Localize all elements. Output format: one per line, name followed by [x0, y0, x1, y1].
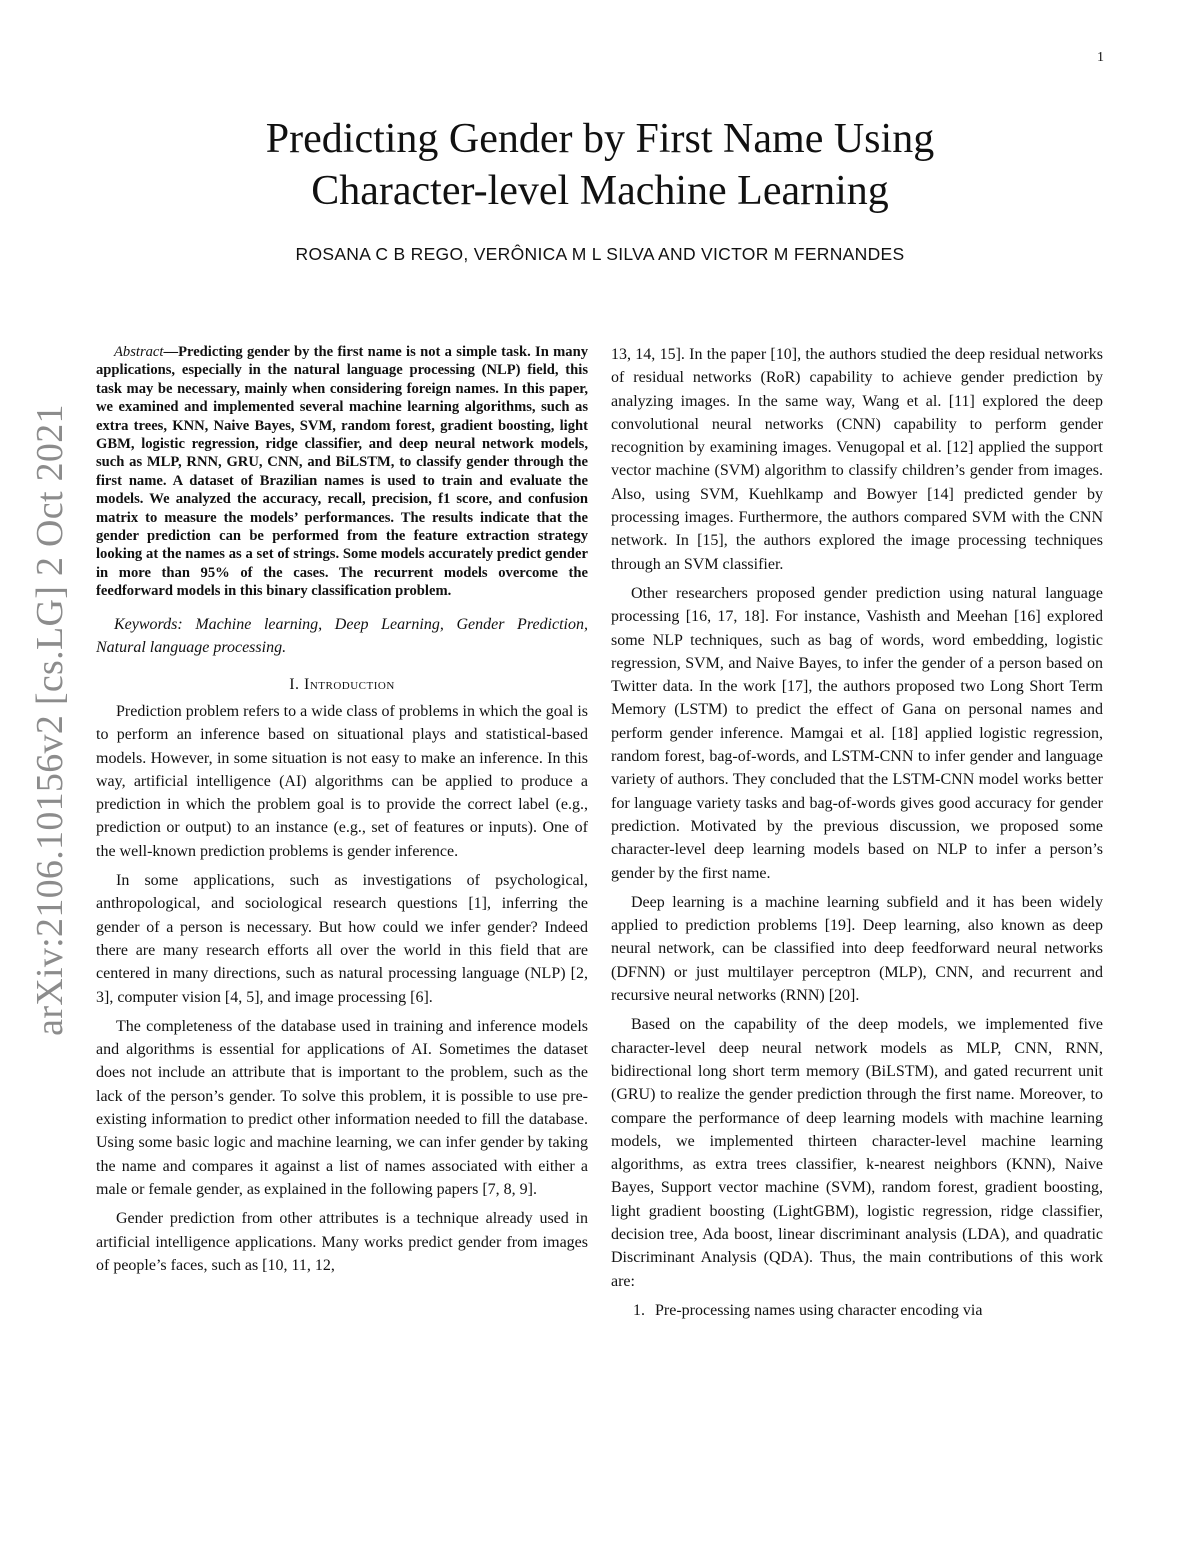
body-paragraph: 13, 14, 15]. In the paper [10], the authors studied the deep residual networks of residual networks (RoR) capability to achieve gender prediction by analyzing images. In the same way, Wang et al. [11] explored the deep convolutional neural networks (CNN) capability to perform gender recognition by examining images. Venugopal et al. [12] applied the support vector machine (SVM) algorithm to classify children’s gender from images. Also, using SVM, Kuehlkamp and Bowyer [14] predicted gender by processing images. Furthermore, the authors compared SVM with the CNN network. In [15], the authors explored the image processing techniques through an SVM classifier.	[611, 346, 1103, 573]
section-number: I.	[289, 675, 300, 693]
arxiv-identifier-stamp: arXiv:2106.10156v2 [cs.LG] 2 Oct 2021	[29, 404, 71, 1036]
body-paragraph: Other researchers proposed gender prediction using natural language processing [16, 17, 18]. For instance, Vashisth and Meehan [16] explored some NLP techniques, such as bag of words, word embedding, logistic regression, SVM, and Naive Bayes, to infer the gender of a person based on Twitter data. In the work [17], the authors proposed two Long Short Term Memory (LSTM) to predict the effect of Gana on personal names and perform gender inference. Mamgai et al. [18] applied logistic regression, random forest, bag-of-words, and LSTM-CNN to infer gender and language variety of authors. They concluded that the LSTM-CNN model works better for language variety tasks and bag-of-words gives good accuracy for gender prediction. Motivated by the previous discussion, we proposed some character-level deep learning models based on NLP to infer a person’s gender by the first name.	[611, 584, 1103, 882]
section-heading	[96, 673, 588, 696]
abstract	[96, 343, 588, 601]
left-column	[96, 343, 588, 1283]
author-list: ROSANA C B REGO, VERÔNICA M L SILVA AND VICTOR M FERNANDES	[295, 244, 905, 264]
body-paragraph: Deep learning is a machine learning subfield and it has been widely applied to prediction problems [19]. Deep learning, also known as deep neural network, can be classified into deep feedforward neural networks (DFNN) or just multilayer perceptron (MLP), CNN, and recurrent and recursive neural networks (RNN) [20].	[611, 893, 1103, 1005]
contributions-list	[611, 1299, 1103, 1322]
abstract-text: —Predicting gender by the first name is not a simple task. In many applications, especially in the natural language processing (NLP) field, this task may be necessary, mainly when considering foreign names. In this paper, we examined and implemented several machine learning algorithms, such as extra trees, KNN, Naive Bayes, SVM, random forest, gradient boosting, light GBM, logistic regression, ridge classifier, and deep neural network models, such as MLP, RNN, GRU, CNN, and BiLSTM, to classify gender through the first name. A dataset of Brazilian names is used to train and evaluate the models. We analyzed the accuracy, recall, precision, f1 score, and confusion matrix to measure the models’ performances. The results indicate that the gender prediction can be performed from the feature extraction strategy looking at the names as a set of strings. Some models accurately predict gender in more than 95% of the cases. The recurrent models overcome the feedforward models in this binary classification problem.	[96, 344, 588, 600]
title-line: Predicting Gender by First Name Using	[265, 116, 935, 162]
body-paragraph: Prediction problem refers to a wide class of problems in which the goal is to perform an inference based on situational plays and statistical-based models. However, in some situation is not easy to make an inference. In this way, artificial intelligence (AI) algorithms can be applied to produce a prediction in which the problem goal is to provide the correct label (e.g., prediction or output) to an instance (e.g., set of features or inputs). One of the well-known prediction problems is gender inference.	[96, 702, 588, 860]
page-number: 1	[1097, 50, 1104, 65]
paper-title	[100, 113, 1100, 217]
abstract-label: Abstract	[114, 344, 164, 360]
title-line: Character-level Machine Learning	[311, 168, 889, 214]
section-title: Introduction	[304, 675, 395, 693]
body-paragraph: In some applications, such as investigations of psychological, anthropological, and sociological research questions [1], inferring the gender of a person is necessary. But how could we infer gender? Indeed there are many research efforts all over the world in this field that are centered in many directions, such as natural processing language (NLP) [2, 3], computer vision [4, 5], and image processing [6].	[96, 872, 588, 1006]
keywords: Keywords: Machine learning, Deep Learning, Gender Prediction, Natural language processing.	[96, 615, 588, 656]
right-column	[611, 343, 1103, 1322]
body-paragraph: Based on the capability of the deep models, we implemented five character-level deep neural network models as MLP, CNN, RNN, bidirectional long short term memory (BiLSTM), and gated recurrent unit (GRU) to realize the gender prediction through the first name. Moreover, to compare the performance of deep learning models with machine learning models, we implemented thirteen character-level machine learning algorithms, as extra trees classifier, k-nearest neighbors (KNN), Naive Bayes, Support vector machine (SVM), random forest, gradient boosting, light gradient boosting (LightGBM), logistic regression, ridge classifier, decision tree, Ada boost, linear discriminant analysis (LDA), and quadratic Discriminant Analysis (QDA). Thus, the main contributions of this work are:	[611, 1016, 1103, 1290]
body-paragraph: The completeness of the database used in training and inference models and algorithms is essential for applications of AI. Sometimes the dataset does not include an attribute that is important to the problem, such as the lack of the person’s gender. To solve this problem, it is possible to use pre-existing information to predict other information needed to fill the database. Using some basic logic and machine learning, we can infer gender by taking the name and compares it against a list of names associated with either a male or female gender, as explained in the following papers [7, 8, 9].	[96, 1017, 588, 1198]
contribution-item: 1. Pre-processing names using character encoding via	[649, 1299, 1103, 1322]
body-paragraph: Gender prediction from other attributes is a technique already used in artificial intelligence applications. Many works predict gender from images of people’s faces, such as [10, 11, 12,	[96, 1210, 588, 1274]
